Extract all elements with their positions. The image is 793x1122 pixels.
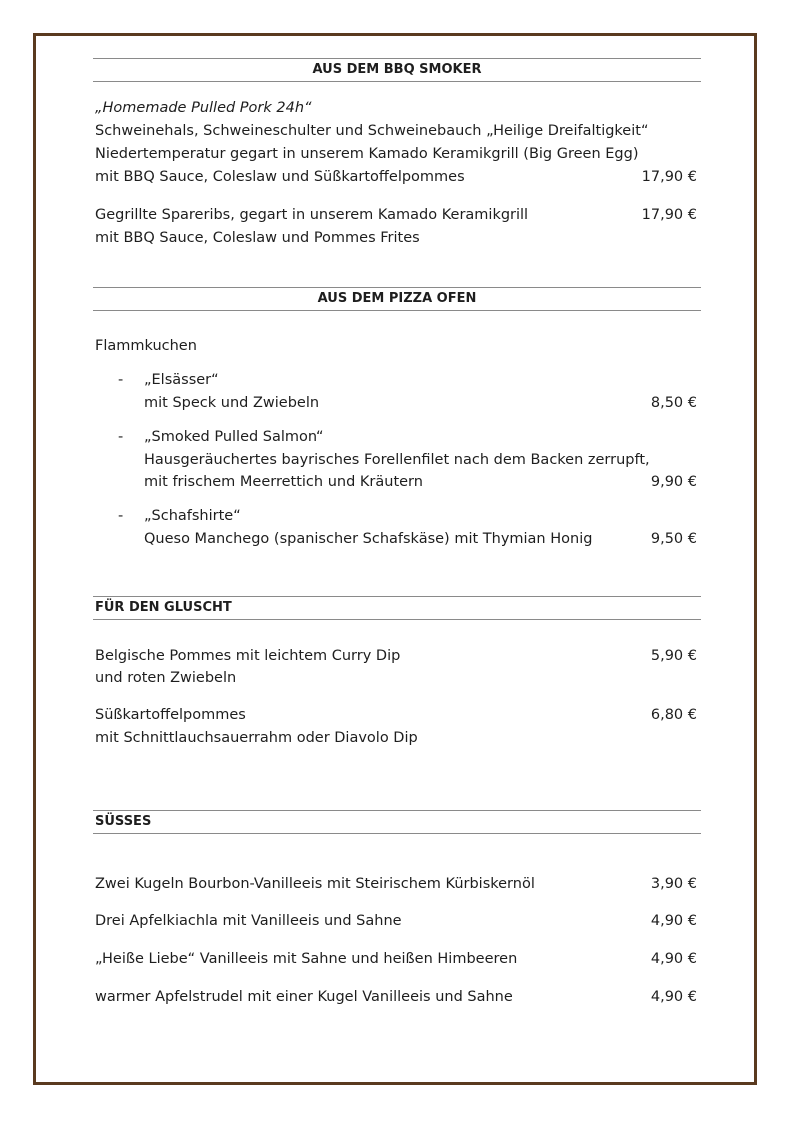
item-desc-line: mit BBQ Sauce, Coleslaw und Pommes Frites: [95, 230, 420, 246]
section-intro-flammkuchen: Flammkuchen: [95, 338, 197, 354]
section-title-pizza-ofen: AUS DEM PIZZA OFEN: [93, 287, 701, 311]
item-price: 17,90 €: [641, 207, 697, 223]
item-price: 8,50 €: [650, 395, 697, 411]
item-desc-line: Niedertemperatur gegart in unserem Kamado Keramikgrill (Big Green Egg): [95, 146, 639, 162]
item-desc-line: mit Schnittlauchsauerrahm oder Diavolo Dip: [95, 730, 418, 746]
item-price: 3,90 €: [650, 876, 697, 892]
item-desc-line: mit frischem Meerrettich und Kräutern: [144, 474, 423, 490]
item-price: 4,90 €: [650, 951, 697, 967]
item-name-smoked-salmon: „Smoked Pulled Salmon“: [144, 429, 324, 445]
item-desc-line: Queso Manchego (spanischer Schafskäse) mit Thymian Honig: [144, 531, 593, 547]
item-name-pulled-pork: „Homemade Pulled Pork 24h“: [95, 100, 312, 116]
item-price: 6,80 €: [650, 707, 697, 723]
item-desc-line: mit Speck und Zwiebeln: [144, 395, 320, 411]
item-desc-line: Schweinehals, Schweineschulter und Schweinebauch „Heilige Dreifaltigkeit“: [95, 123, 649, 139]
item-desc-line: Hausgeräuchertes bayrisches Forellenfilet nach dem Backen zerrupft,: [144, 452, 650, 468]
item-desc-line: „Heiße Liebe“ Vanilleeis mit Sahne und heißen Himbeeren: [95, 951, 518, 967]
list-bullet: -: [118, 508, 124, 524]
section-title-bbq-smoker: AUS DEM BBQ SMOKER: [93, 58, 701, 82]
item-price: 17,90 €: [641, 169, 697, 185]
item-desc-line: Drei Apfelkiachla mit Vanilleeis und Sahne: [95, 913, 402, 929]
item-desc-line: Süßkartoffelpommes: [95, 707, 246, 723]
item-name-elsaesser: „Elsässer“: [144, 372, 219, 388]
item-desc-line: mit BBQ Sauce, Coleslaw und Süßkartoffelpommes: [95, 169, 465, 185]
item-price: 4,90 €: [650, 913, 697, 929]
list-bullet: -: [118, 372, 124, 388]
section-title-gluscht: FÜR DEN GLUSCHT: [93, 596, 701, 620]
item-price: 9,50 €: [650, 531, 697, 547]
section-title-suesses: SÜSSES: [93, 810, 701, 834]
item-name-schafshirte: „Schafshirte“: [144, 508, 241, 524]
list-bullet: -: [118, 429, 124, 445]
item-desc-line: Gegrillte Spareribs, gegart in unserem Kamado Keramikgrill: [95, 207, 529, 223]
item-price: 5,90 €: [650, 648, 697, 664]
item-desc-line: warmer Apfelstrudel mit einer Kugel Vanilleeis und Sahne: [95, 989, 513, 1005]
item-desc-line: Zwei Kugeln Bourbon-Vanilleeis mit Steirischem Kürbiskernöl: [95, 876, 535, 892]
item-price: 9,90 €: [650, 474, 697, 490]
item-price: 4,90 €: [650, 989, 697, 1005]
item-desc-line: Belgische Pommes mit leichtem Curry Dip: [95, 648, 401, 664]
item-desc-line: und roten Zwiebeln: [95, 670, 237, 686]
